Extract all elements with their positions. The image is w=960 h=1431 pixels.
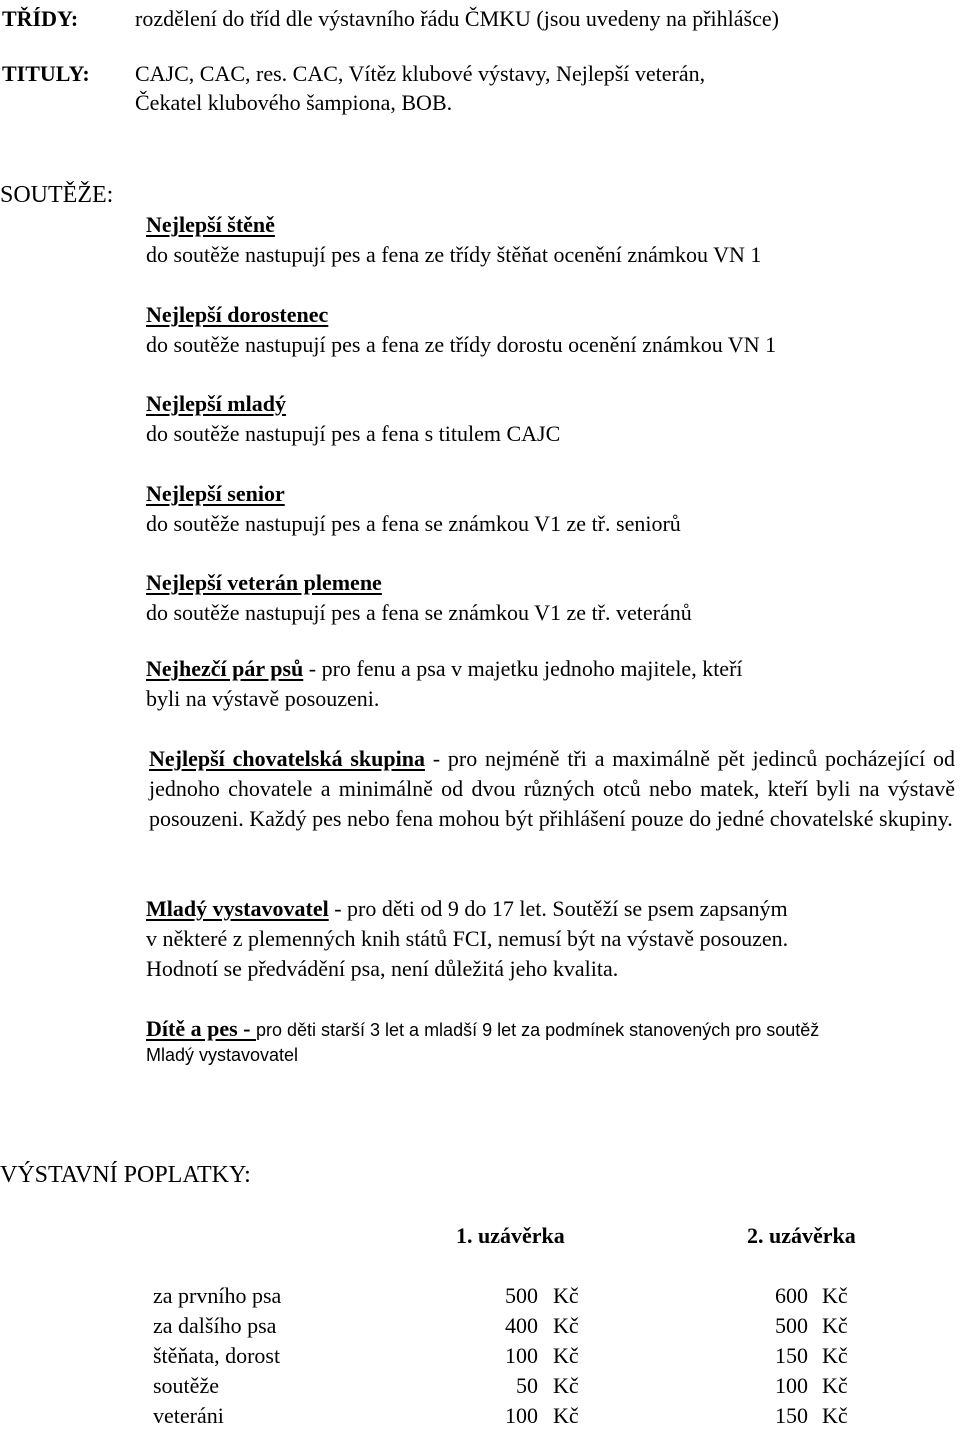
dite-line-1 [146, 1014, 819, 1044]
tituly-label: TITULY: [2, 61, 90, 86]
tridy-text: rozdělení do tříd dle výstavního řádu ČMKU (jsou uvedeny na přihlášce) [135, 6, 779, 31]
poplatky-heading: VÝSTAVNÍ POPLATKY: [0, 1162, 251, 1188]
tituly-line-1: CAJC, CAC, res. CAC, Vítěz klubové výstavy, Nejlepší veterán, [135, 61, 706, 86]
fee-row-label: soutěže [153, 1373, 219, 1398]
fee-value-2: 500 [775, 1313, 808, 1338]
skupina-text: - pro nejméně tři a maximálně pět jedinců pocházející od jednoho chovatele a minimálně od dvou různých otců nebo matek, kteří byli na výstavě posouzeni. Každý pes nebo fena mohou být přihlášení pouze do jedné chovatelské skupiny. [149, 746, 955, 831]
col-header-1: 1. uzávěrka [456, 1223, 565, 1248]
mv-title: Mladý vystavovatel [146, 896, 329, 921]
mv-line-3: Hodnotí se předvádění psa, není důležitá jeho kvalita. [146, 956, 619, 981]
fee-currency-2: Kč [822, 1403, 848, 1428]
fee-value-2: 150 [775, 1403, 808, 1428]
fee-value-1: 50 [516, 1373, 538, 1398]
competition-title: Nejlepší mladý [146, 391, 286, 416]
competition-text: do soutěže nastupují pes a fena se známkou V1 ze tř. seniorů [146, 511, 681, 536]
par-title: Nejhezčí pár psů [146, 656, 304, 681]
competition-text: do soutěže nastupují pes a fena ze třídy štěňat ocenění známkou VN 1 [146, 242, 762, 267]
fee-value-1: 500 [505, 1283, 538, 1308]
fee-row-label: štěňata, dorost [153, 1343, 281, 1368]
fee-currency-1: Kč [553, 1373, 579, 1398]
skupina-paragraph [149, 744, 955, 834]
mv-text-1: - pro děti od 9 do 17 let. Soutěží se psem zapsaným [328, 896, 788, 921]
par-line-1 [146, 654, 743, 684]
fee-value-2: 150 [775, 1343, 808, 1368]
par-line-2: byli na výstavě posouzeni. [146, 686, 380, 711]
dite-text-1: pro děti starší 3 let a mladší 9 let za podmínek stanovených pro soutěž [255, 1020, 820, 1040]
competition-title: Nejlepší veterán plemene [146, 570, 382, 595]
fee-currency-1: Kč [553, 1343, 579, 1368]
competition-text: do soutěže nastupují pes a fena s titulem CAJC [146, 421, 561, 446]
fee-value-2: 100 [775, 1373, 808, 1398]
tridy-label: TŘÍDY: [2, 6, 79, 31]
fee-row-label: za dalšího psa [153, 1313, 277, 1338]
fee-currency-2: Kč [822, 1343, 848, 1368]
dite-line-2: Mladý vystavovatel [146, 1045, 299, 1065]
dite-title: Dítě a pes - [146, 1016, 256, 1041]
fee-currency-2: Kč [822, 1313, 848, 1338]
mv-line-1 [146, 894, 788, 924]
par-text: - pro fenu a psa v majetku jednoho majitele, kteří [303, 656, 743, 681]
fee-value-2: 600 [775, 1283, 808, 1308]
fee-value-1: 400 [505, 1313, 538, 1338]
col-header-2: 2. uzávěrka [747, 1223, 856, 1248]
fee-currency-1: Kč [553, 1283, 579, 1308]
fee-row-label: za prvního psa [153, 1283, 282, 1308]
competition-text: do soutěže nastupují pes a fena ze třídy dorostu ocenění známkou VN 1 [146, 332, 777, 357]
competition-title: Nejlepší štěně [146, 212, 275, 237]
competition-title: Nejlepší senior [146, 481, 285, 506]
tituly-line-2: Čekatel klubového šampiona, BOB. [135, 90, 453, 115]
competition-text: do soutěže nastupují pes a fena se známkou V1 ze tř. veteránů [146, 600, 692, 625]
fee-currency-1: Kč [553, 1313, 579, 1338]
skupina-title: Nejlepší chovatelská skupina [149, 746, 425, 771]
fee-currency-1: Kč [553, 1403, 579, 1428]
mv-line-2: v některé z plemenných knih států FCI, nemusí být na výstavě posouzen. [146, 926, 789, 951]
fee-currency-2: Kč [822, 1373, 848, 1398]
souteze-label: SOUTĚŽE: [0, 182, 114, 208]
fee-value-1: 100 [505, 1403, 538, 1428]
fee-value-1: 100 [505, 1343, 538, 1368]
competition-title: Nejlepší dorostenec [146, 302, 329, 327]
fee-row-label: veteráni [153, 1403, 224, 1428]
fee-currency-2: Kč [822, 1283, 848, 1308]
